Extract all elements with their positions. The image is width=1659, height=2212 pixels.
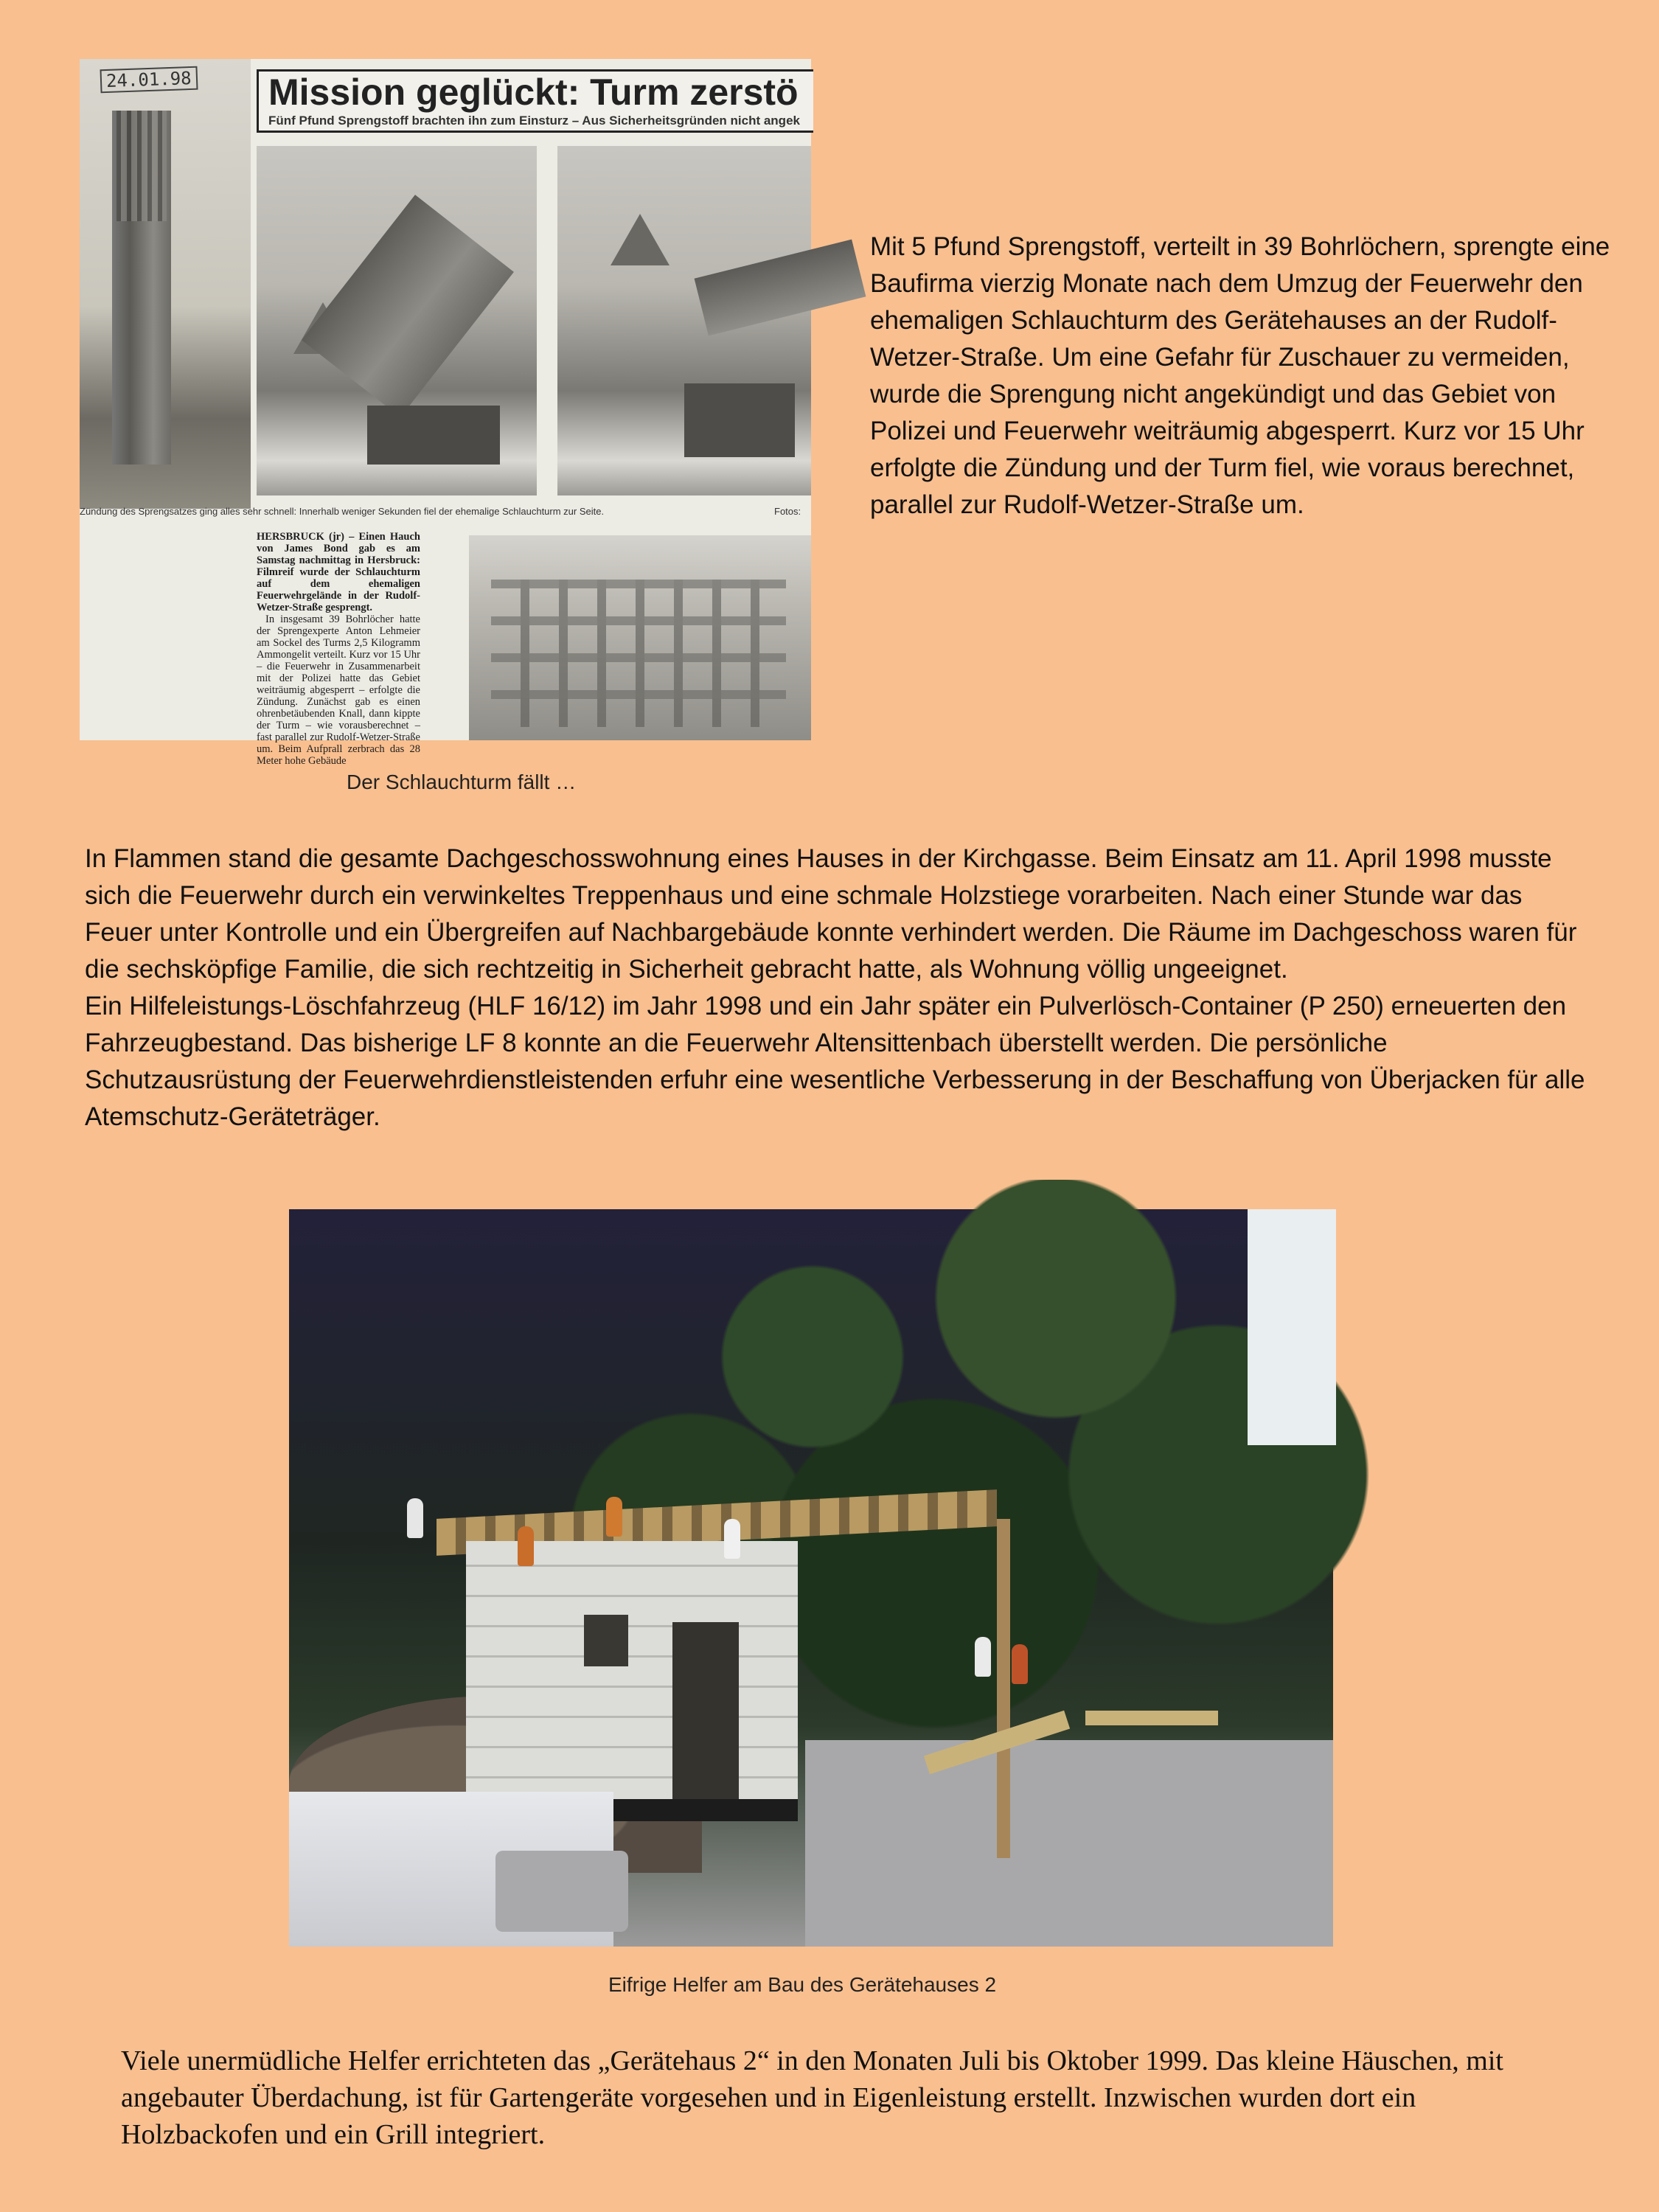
tower-photo [80, 59, 251, 509]
caption-construction: Eifrige Helfer am Bau des Gerätehauses 2 [608, 1973, 997, 1996]
worker-1 [407, 1498, 423, 1538]
clipping-photo-credit: Fotos: [774, 506, 801, 517]
sky-patch [1248, 1209, 1336, 1445]
building-windows [491, 580, 786, 727]
main-paragraph-2: Ein Hilfeleistungs-Löschfahrzeug (HLF 16/12) im Jahr 1998 und ein Jahr später ein Pulverlösch-Container (P 250) erneuerten den Fahrzeugbestand. Das bisherige LF 8 konnte an die Feuerwehr Altensittenbach überstellt werden. Die persönliche Schutzausrüstung der Feuerwehrdienstleistenden erfuhr eine wesentliche Verbesserung in der Beschaffung von Überjacken für alle Atemschutz-Geräteträger. [85, 992, 1585, 1131]
intro-text: Mit 5 Pfund Sprengstoff, verteilt in 39 Bohrlöchern, sprengte eine Baufirma vierzig Monate nach dem Umzug der Feuerwehr den ehemaligen Schlauchturm des Gerätehauses an der Rudolf-Wetzer-Straße. Um eine Gefahr für Zuschauer zu vermeiden, wurde die Sprengung nicht angekündigt und das Gebiet von Polizei und Feuerwehr weiträumig abgesperrt. Kurz vor 15 Uhr erfolgte die Zündung und der Turm fiel, wie voraus berechnet, parallel zur Rudolf-Wetzer-Straße um. [870, 232, 1610, 519]
newspaper-clipping [80, 59, 811, 767]
worker-3 [606, 1497, 622, 1537]
main-text [85, 841, 1589, 1135]
worker-6 [1012, 1644, 1028, 1684]
caption-tower: Der Schlauchturm fällt … [347, 771, 577, 793]
clipping-article [257, 531, 420, 767]
house-door [672, 1622, 739, 1806]
rubble-2 [684, 383, 795, 457]
worker-5 [975, 1637, 991, 1677]
mortar-tub [495, 1851, 628, 1932]
house-wall [466, 1541, 798, 1806]
worker-4 [724, 1519, 740, 1559]
clipping-article-body: In insgesamt 39 Bohrlöcher hatte der Sprengexperte Anton Lehmeier am Sockel des Turms 2,5 Kilogramm Ammongelit verteilt. Kurz vor 15 Uhr – die Feuerwehr in Zusammenarbeit mit der Polizei hatte das Gebiet weiträumig abgesperrt – erfolgte die Zündung. Zunächst gab es einen ohrenbetäubenden Knall, dann kippte der Turm – wie vorausberechnet – fast parallel zur Rudolf-Wetzer-Straße um. Beim Aufprall zerbrach das 28 Meter hohe Gebäude [257, 613, 420, 767]
construction-photo [289, 1209, 1333, 1947]
house-window [584, 1615, 628, 1666]
support-post [997, 1519, 1010, 1858]
rubble-1 [367, 406, 500, 465]
road [805, 1740, 1333, 1947]
clipping-headline: Mission geglückt: Turm zerstö [268, 72, 799, 113]
footer-text: Viele unermüdliche Helfer errichteten das „Gerätehaus 2“ in den Monaten Juli bis Oktober 1999. Das kleine Häuschen, mit angebauter Überdachung, ist für Gartengeräte vorgesehen und in Eigenleistung erstellt. Inzwischen wurden dort ein Holzbackofen und ein Grill integriert. [121, 2045, 1503, 2150]
clipping-subhead: Fünf Pfund Sprengstoff brachten ihn zum Einsturz – Aus Sicherheitsgründen nicht angek [268, 114, 800, 128]
worker-2 [518, 1526, 534, 1566]
clipping-date-stamp: 24.01.98 [100, 66, 198, 94]
workbench-2 [1085, 1711, 1218, 1725]
clipping-article-lead: HERSBRUCK (jr) – Einen Hauch von James Bond gab es am Samstag nachmittag in Hersbruck: Filmreif wurde der Schlauchturm auf dem ehemaligen Feuerwehrgelände in der Rudolf-Wetzer-Straße gesprengt. [257, 531, 420, 613]
building-photo [469, 535, 811, 740]
main-paragraph-1: In Flammen stand die gesamte Dachgeschosswohnung eines Hauses in der Kirchgasse. Beim Einsatz am 11. April 1998 musste sich die Feuerwehr durch ein verwinkeltes Treppenhaus und eine schmale Holzstiege vorarbeiten. Nach einer Stunde war das Feuer unter Kontrolle und ein Übergreifen auf Nachbargebäude konnte verhindert werden. Die Räume im Dachgeschoss waren für die sechsköpfige Familie, die sich rechtzeitig in Sicherheit gebracht hatte, als Wohnung völlig ungeeignet. [85, 844, 1577, 984]
tower-top [116, 111, 167, 221]
clipping-photo-caption: Zündung des Sprengsatzes ging alles sehr schnell: Innerhalb weniger Sekunden fiel der ehemalige Schlauchturm zur Seite. [80, 506, 605, 517]
house-roof-2 [611, 214, 669, 265]
